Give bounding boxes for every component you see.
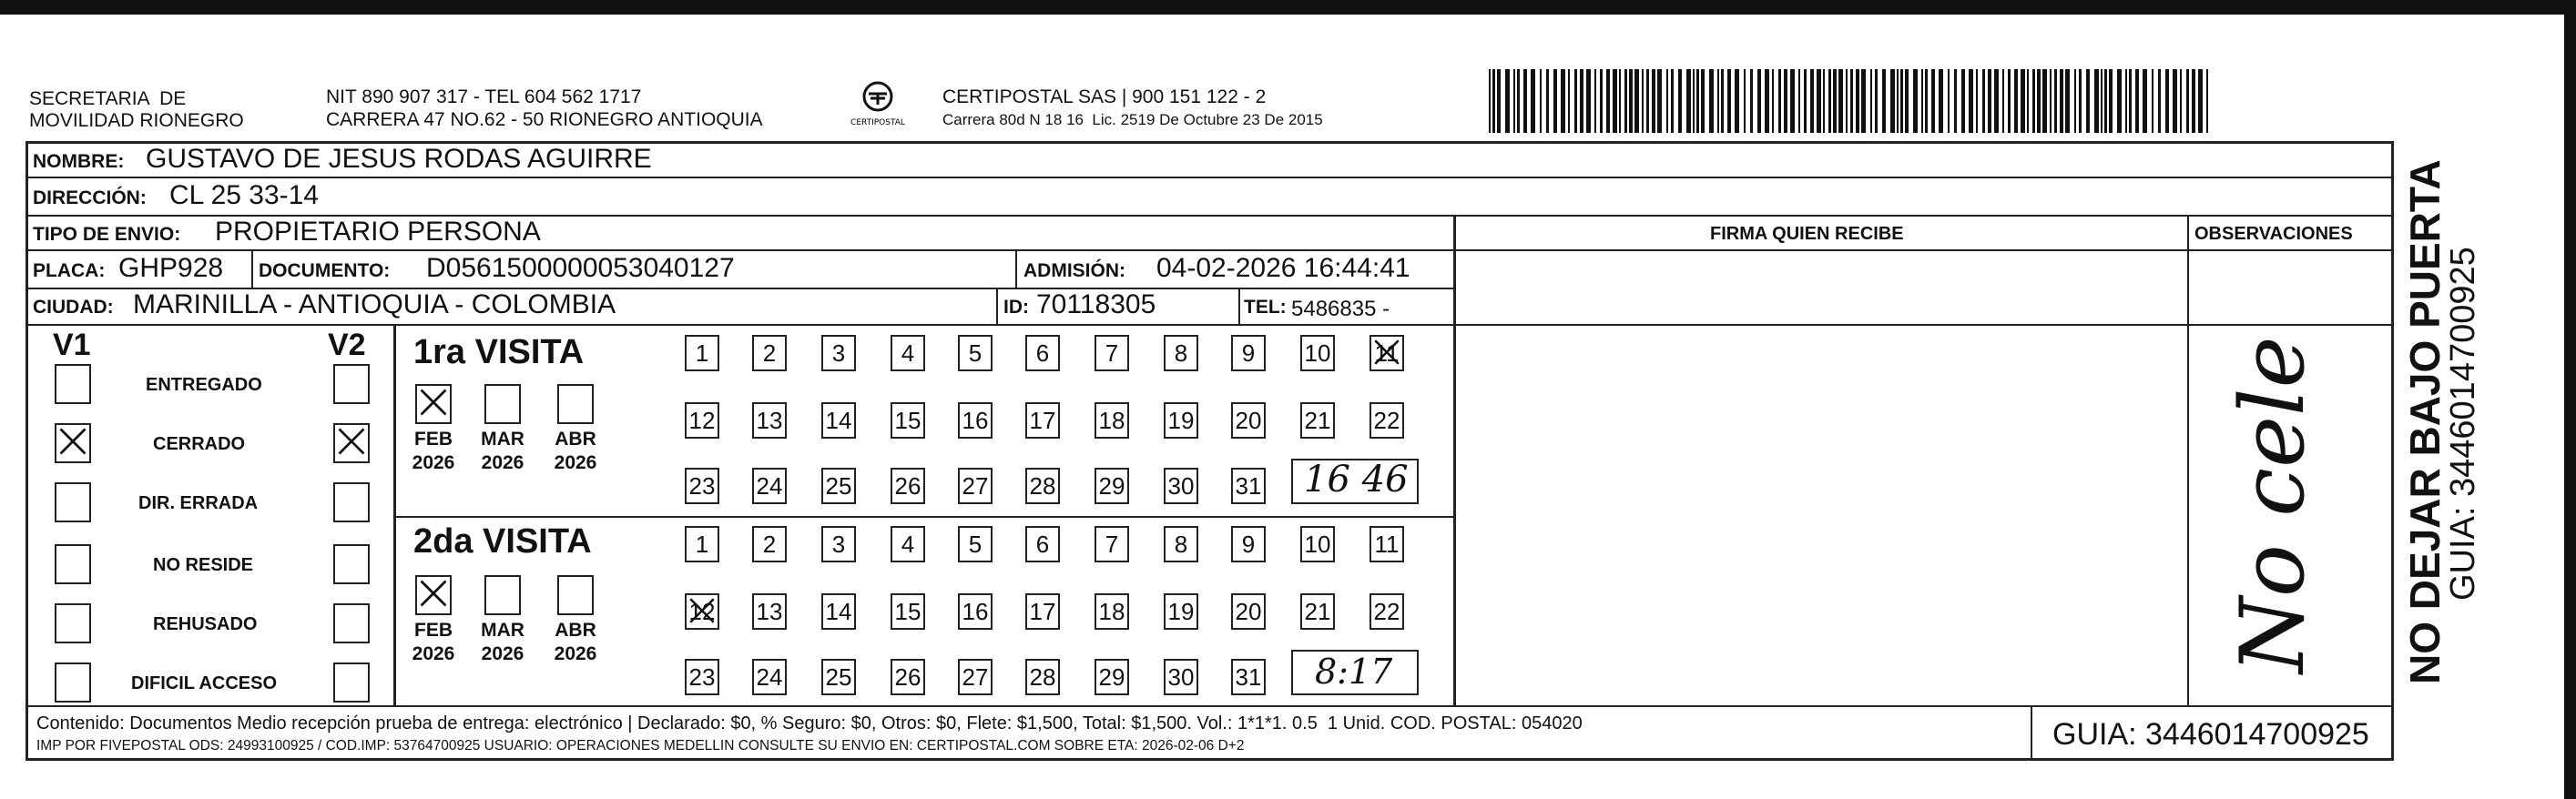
month-checkbox[interactable] xyxy=(557,575,594,615)
day-label: 23 xyxy=(688,472,716,500)
placa-label: PLACA: xyxy=(33,260,106,281)
day-box[interactable] xyxy=(891,335,925,371)
v2-checkbox[interactable] xyxy=(333,603,370,643)
month-label: FEB xyxy=(414,429,453,450)
day-box[interactable] xyxy=(685,526,719,562)
month-checkbox[interactable] xyxy=(484,575,521,615)
month-checkbox[interactable] xyxy=(415,384,452,424)
tipo-value: PROPIETARIO PERSONA xyxy=(215,217,541,247)
day-label: 22 xyxy=(1373,598,1400,625)
v1-checkbox[interactable] xyxy=(55,482,91,522)
day-label: 7 xyxy=(1105,339,1119,367)
barcode-icon xyxy=(1489,69,2217,133)
year-label: 2026 xyxy=(554,643,597,664)
day-box[interactable] xyxy=(1025,335,1060,371)
day-label: 25 xyxy=(825,663,852,691)
day-label: 22 xyxy=(1373,407,1400,434)
day-box[interactable] xyxy=(1300,526,1335,562)
day-box[interactable] xyxy=(821,335,856,371)
day-box[interactable] xyxy=(1164,526,1198,562)
day-label: 13 xyxy=(756,598,783,625)
day-box[interactable] xyxy=(821,593,856,630)
day-box[interactable] xyxy=(1369,335,1404,371)
day-box[interactable] xyxy=(1369,526,1404,562)
year-label: 2026 xyxy=(481,643,524,664)
day-label: 3 xyxy=(831,339,846,367)
day-box[interactable] xyxy=(1095,526,1129,562)
day-box[interactable] xyxy=(685,659,719,695)
v1-label: V1 xyxy=(53,328,91,362)
day-box[interactable] xyxy=(1300,335,1335,371)
certipostal-logo-icon xyxy=(836,80,920,127)
day-box[interactable] xyxy=(685,468,719,504)
v1-checkbox[interactable] xyxy=(55,364,91,404)
day-label: 25 xyxy=(825,472,852,500)
observaciones-handwritten: No cele xyxy=(2222,336,2324,673)
day-label: 6 xyxy=(1035,339,1050,367)
observaciones-header: OBSERVACIONES xyxy=(2194,224,2353,244)
day-label: 24 xyxy=(756,472,783,500)
day-label: 8 xyxy=(1174,531,1188,558)
documento-label: DOCUMENTO: xyxy=(259,260,391,281)
v1-checkbox[interactable] xyxy=(55,423,91,463)
day-box[interactable] xyxy=(1164,402,1198,439)
visit2-title: 2da VISITA xyxy=(413,522,592,561)
year-label: 2026 xyxy=(412,643,455,664)
status-option-label: DIR. ERRADA xyxy=(138,493,259,513)
company-line: CERTIPOSTAL SAS | 900 151 122 - 2 xyxy=(942,86,1267,107)
day-box[interactable] xyxy=(1095,468,1129,504)
status-option-label: CERRADO xyxy=(153,434,246,454)
day-label: 11 xyxy=(1374,531,1400,558)
day-box[interactable] xyxy=(1231,593,1266,630)
day-label: 6 xyxy=(1035,531,1050,558)
visit1-time-box[interactable] xyxy=(1291,459,1419,504)
day-label: 19 xyxy=(1167,598,1195,625)
status-option-label: DIFICIL ACCESO xyxy=(131,673,278,693)
address-line: CARRERA 47 NO.62 - 50 RIONEGRO ANTIOQUIA xyxy=(326,109,763,130)
side-guia: GUIA: 3446014700925 xyxy=(2444,247,2482,601)
day-label: 20 xyxy=(1235,407,1262,434)
v1-checkbox[interactable] xyxy=(55,544,91,584)
day-label: 7 xyxy=(1105,531,1119,558)
day-box[interactable] xyxy=(752,335,787,371)
day-box[interactable] xyxy=(821,402,856,439)
tel-value: 5486835 - xyxy=(1291,297,1390,321)
day-label: 10 xyxy=(1304,531,1331,558)
day-label: 14 xyxy=(825,407,852,434)
license-line: Carrera 80d N 18 16 Lic. 2519 De Octubre 23 De 2015 xyxy=(942,111,1323,128)
day-box[interactable] xyxy=(958,593,993,630)
day-label: 5 xyxy=(968,339,983,367)
day-box[interactable] xyxy=(1025,659,1060,695)
signature-area[interactable] xyxy=(1455,251,2187,705)
day-label: 16 xyxy=(962,407,989,434)
day-label: 2 xyxy=(762,531,777,558)
month-checkbox[interactable] xyxy=(557,384,594,424)
day-box[interactable] xyxy=(891,468,925,504)
day-box[interactable] xyxy=(1025,468,1060,504)
year-label: 2026 xyxy=(554,452,597,473)
v2-label: V2 xyxy=(328,328,366,362)
day-box[interactable] xyxy=(1095,335,1129,371)
day-box[interactable] xyxy=(958,526,993,562)
day-box[interactable] xyxy=(1164,335,1198,371)
direccion-value: CL 25 33-14 xyxy=(169,180,320,210)
day-label: 13 xyxy=(756,407,783,434)
day-box[interactable] xyxy=(891,659,925,695)
day-box[interactable] xyxy=(958,659,993,695)
day-box[interactable] xyxy=(1164,468,1198,504)
day-box[interactable] xyxy=(1025,593,1060,630)
day-box[interactable] xyxy=(1231,335,1266,371)
day-box[interactable] xyxy=(958,468,993,504)
day-box[interactable] xyxy=(685,335,719,371)
year-label: 2026 xyxy=(412,452,455,473)
day-label: 4 xyxy=(901,339,915,367)
day-label: 8 xyxy=(1174,339,1188,367)
nombre-label: NOMBRE: xyxy=(33,151,125,172)
month-label: ABR xyxy=(555,620,596,641)
id-value: 70118305 xyxy=(1036,289,1156,319)
day-box[interactable] xyxy=(752,659,787,695)
day-label: 27 xyxy=(962,472,989,500)
tipo-label: TIPO DE ENVIO: xyxy=(33,224,181,245)
day-box[interactable] xyxy=(1025,402,1060,439)
tel-label: TEL: xyxy=(1244,297,1287,318)
v2-checkbox[interactable] xyxy=(333,423,370,463)
day-label: 26 xyxy=(894,472,921,500)
status-option-label: ENTREGADO xyxy=(146,375,262,395)
ciudad-label: CIUDAD: xyxy=(33,297,114,318)
footer-guia: GUIA: 3446014700925 xyxy=(2052,717,2369,752)
day-label: 15 xyxy=(894,598,921,625)
day-label: 10 xyxy=(1304,339,1331,367)
day-label: 4 xyxy=(901,531,915,558)
day-label: 31 xyxy=(1235,663,1262,691)
day-box[interactable] xyxy=(821,526,856,562)
day-box[interactable] xyxy=(958,402,993,439)
day-label: 23 xyxy=(688,663,716,691)
day-box[interactable] xyxy=(752,468,787,504)
day-box[interactable] xyxy=(752,402,787,439)
month-label: MAR xyxy=(481,429,524,450)
sender-line1: SECRETARIA DE xyxy=(29,88,187,109)
day-label: 21 xyxy=(1304,598,1331,625)
v1-checkbox[interactable] xyxy=(55,662,91,703)
day-box[interactable] xyxy=(1231,468,1266,504)
day-box[interactable] xyxy=(1369,402,1404,439)
day-box[interactable] xyxy=(1095,593,1129,630)
day-label: 9 xyxy=(1241,339,1256,367)
month-label: ABR xyxy=(555,429,596,450)
day-label: 30 xyxy=(1167,472,1195,500)
nit-line: NIT 890 907 317 - TEL 604 562 1717 xyxy=(326,86,642,107)
visit1-time: 16 46 xyxy=(1304,459,1409,501)
visit2-time: 8:17 xyxy=(1315,652,1393,692)
day-box[interactable] xyxy=(752,526,787,562)
month-label: MAR xyxy=(481,620,524,641)
id-label: ID: xyxy=(1003,297,1029,318)
direccion-label: DIRECCIÓN: xyxy=(33,187,147,208)
footer-contenido: Contenido: Documentos Medio recepción prueba de entrega: electrónico | Declarado: $0, % Seguro: $0, Otros: $0, Flete: $1,500, Total: $1,500. Vol.: 1*1*1. 0.5 1 Unid. COD. POSTAL: 054020 xyxy=(36,713,1583,733)
day-box[interactable] xyxy=(685,593,719,630)
placa-value: GHP928 xyxy=(118,253,224,283)
side-warning: NO DEJAR BAJO PUERTA xyxy=(2401,159,2449,684)
v2-checkbox[interactable] xyxy=(333,364,370,404)
day-label: 20 xyxy=(1235,598,1262,625)
status-option-label: REHUSADO xyxy=(153,614,258,634)
day-label: 18 xyxy=(1098,407,1125,434)
day-label: 14 xyxy=(825,598,852,625)
v2-checkbox[interactable] xyxy=(333,662,370,703)
top-border xyxy=(0,0,2576,15)
day-label: 30 xyxy=(1167,663,1195,691)
day-label: 28 xyxy=(1029,472,1056,500)
day-box[interactable] xyxy=(1095,402,1129,439)
day-box[interactable] xyxy=(891,402,925,439)
day-box[interactable] xyxy=(1300,593,1335,630)
day-label: 1 xyxy=(695,339,709,367)
day-box[interactable] xyxy=(1300,402,1335,439)
visit2-time-box[interactable] xyxy=(1291,650,1419,695)
day-box[interactable] xyxy=(1231,526,1266,562)
day-label: 12 xyxy=(688,407,716,434)
day-box[interactable] xyxy=(891,526,925,562)
day-label: 1 xyxy=(695,531,709,558)
day-label: 18 xyxy=(1098,598,1125,625)
visit1-title: 1ra VISITA xyxy=(413,333,585,371)
day-box[interactable] xyxy=(1231,402,1266,439)
day-label: 26 xyxy=(894,663,921,691)
day-label: 9 xyxy=(1241,531,1256,558)
day-box[interactable] xyxy=(752,593,787,630)
logo-text: CERTIPOSTAL xyxy=(850,118,905,127)
day-label: 3 xyxy=(831,531,846,558)
ciudad-value: MARINILLA - ANTIOQUIA - COLOMBIA xyxy=(133,289,616,319)
firma-header: FIRMA QUIEN RECIBE xyxy=(1710,224,1904,244)
day-label: 24 xyxy=(756,663,783,691)
status-option-label: NO RESIDE xyxy=(153,555,254,575)
month-checkbox[interactable] xyxy=(415,575,452,615)
day-label: 11 xyxy=(1374,339,1400,367)
admision-value: 04-02-2026 16:44:41 xyxy=(1156,253,1410,283)
month-checkbox[interactable] xyxy=(484,384,521,424)
sender-line2: MOVILIDAD RIONEGRO xyxy=(29,110,244,131)
footer-imp: IMP POR FIVEPOSTAL ODS: 24993100925 / COD.IMP: 53764700925 USUARIO: OPERACIONES MEDELLIN CONSULTE SU ENVIO EN: CERTIPOSTAL.COM SOBRE ETA: 2026-02-06 D+2 xyxy=(36,738,1245,753)
day-box[interactable] xyxy=(1164,659,1198,695)
day-label: 5 xyxy=(968,531,983,558)
v1-checkbox[interactable] xyxy=(55,603,91,643)
day-box[interactable] xyxy=(891,593,925,630)
admision-label: ADMISIÓN: xyxy=(1023,260,1125,281)
right-border xyxy=(2564,0,2576,799)
day-x-mark xyxy=(1371,337,1402,376)
day-label: 17 xyxy=(1029,407,1056,434)
documento-value: D0561500000053040127 xyxy=(426,253,735,283)
day-label: 21 xyxy=(1304,407,1331,434)
day-label: 2 xyxy=(762,339,777,367)
day-box[interactable] xyxy=(958,335,993,371)
year-label: 2026 xyxy=(481,452,524,473)
day-box[interactable] xyxy=(1164,593,1198,630)
day-box[interactable] xyxy=(821,659,856,695)
day-label: 16 xyxy=(962,598,989,625)
day-box[interactable] xyxy=(685,402,719,439)
day-box[interactable] xyxy=(821,468,856,504)
day-box[interactable] xyxy=(1369,593,1404,630)
day-box[interactable] xyxy=(1025,526,1060,562)
day-label: 27 xyxy=(962,663,989,691)
nombre-value: GUSTAVO DE JESUS RODAS AGUIRRE xyxy=(146,144,652,174)
day-label: 15 xyxy=(894,407,921,434)
day-label: 29 xyxy=(1098,663,1125,691)
day-label: 29 xyxy=(1098,472,1125,500)
v2-checkbox[interactable] xyxy=(333,544,370,584)
day-label: 28 xyxy=(1029,663,1056,691)
day-label: 17 xyxy=(1029,598,1056,625)
day-box[interactable] xyxy=(1095,659,1129,695)
day-label: 12 xyxy=(688,598,716,625)
month-label: FEB xyxy=(414,620,453,641)
day-box[interactable] xyxy=(1231,659,1266,695)
v2-checkbox[interactable] xyxy=(333,482,370,522)
day-label: 31 xyxy=(1235,472,1262,500)
day-x-mark xyxy=(687,595,718,634)
day-label: 19 xyxy=(1167,407,1195,434)
